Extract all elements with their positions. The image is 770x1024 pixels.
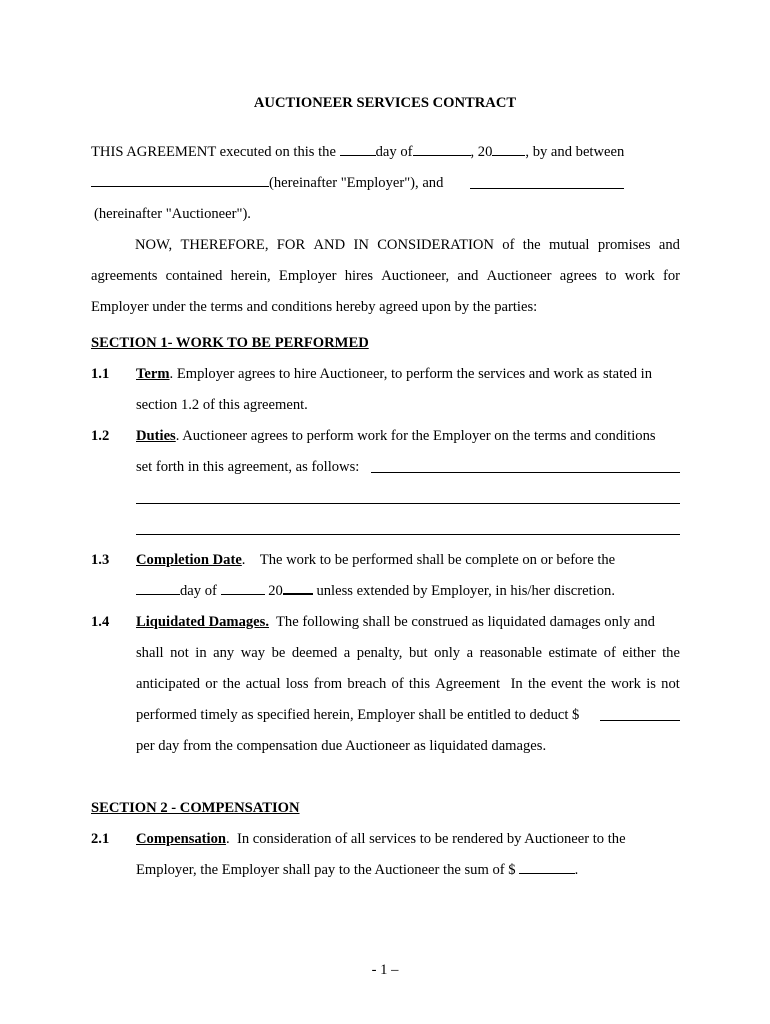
- clause-1-1-number: 1.1: [91, 366, 110, 382]
- duties-blank-2[interactable]: [136, 503, 680, 504]
- recital-line-1: NOW, THEREFORE, FOR AND IN CONSIDERATION of the mutual promises and: [135, 237, 680, 253]
- clause-1-2-line-1: Duties. Auctioneer agrees to perform work for the Employer on the terms and conditions: [136, 428, 656, 444]
- completion-day-blank[interactable]: [136, 582, 180, 595]
- clause-1-3-line-1: Completion Date. The work to be performed shall be complete on or before the: [136, 552, 616, 568]
- clause-1-4-line-3: anticipated or the actual loss from breach of this Agreement In the event the work is not: [136, 676, 680, 692]
- year-blank[interactable]: [492, 143, 525, 156]
- clause-1-1-line-1: Term. Employer agrees to hire Auctioneer, to perform the services and work as stated in: [136, 366, 652, 382]
- employer-name-blank[interactable]: [91, 174, 269, 187]
- clause-1-4-line-2: shall not in any way be deemed a penalty, but only a reasonable estimate of either the: [136, 645, 680, 661]
- clause-1-2-line-2: set forth in this agreement, as follows:: [136, 459, 360, 475]
- section-2-heading: SECTION 2 - COMPENSATION: [91, 800, 300, 816]
- recital-line-2: agreements contained herein, Employer hires Auctioneer, and Auctioneer agrees to work for: [91, 268, 680, 284]
- auctioneer-name-blank[interactable]: [470, 188, 624, 189]
- clause-2-1-number: 2.1: [91, 831, 110, 847]
- duties-blank-3[interactable]: [136, 534, 680, 535]
- clause-1-2-number: 1.2: [91, 428, 110, 444]
- liquidated-damages-amount-blank[interactable]: [600, 720, 680, 721]
- clause-1-3-number: 1.3: [91, 552, 110, 568]
- clause-1-1-line-2: section 1.2 of this agreement.: [136, 397, 308, 413]
- section-1-heading: SECTION 1- WORK TO BE PERFORMED: [91, 335, 369, 351]
- page-number: - 1 –: [371, 962, 399, 978]
- completion-year-blank[interactable]: [283, 582, 313, 595]
- document-title: AUCTIONEER SERVICES CONTRACT: [253, 95, 517, 111]
- recital-line-3: Employer under the terms and conditions hereby agreed upon by the parties:: [91, 299, 538, 315]
- day-blank[interactable]: [340, 143, 376, 156]
- compensation-amount-blank[interactable]: [519, 861, 575, 874]
- intro-line-2: (hereinafter "Employer"), and: [91, 174, 443, 192]
- clause-1-4-line-1: Liquidated Damages. The following shall be construed as liquidated damages only and: [136, 614, 655, 630]
- intro-line-1: THIS AGREEMENT executed on this the day of , 20 , by and between: [91, 144, 625, 160]
- clause-1-4-number: 1.4: [91, 614, 110, 630]
- clause-1-3-line-2: day of 20 unless extended by Employer, in his/her discretion.: [136, 582, 615, 600]
- completion-month-blank[interactable]: [221, 582, 265, 595]
- intro-line-3: (hereinafter "Auctioneer").: [94, 206, 251, 222]
- month-blank[interactable]: [413, 143, 471, 156]
- duties-blank-1[interactable]: [371, 472, 680, 473]
- clause-1-4-line-5: per day from the compensation due Auctioneer as liquidated damages.: [136, 738, 547, 754]
- clause-1-4-line-4: performed timely as specified herein, Employer shall be entitled to deduct $: [136, 707, 580, 723]
- clause-2-1-line-1: Compensation. In consideration of all services to be rendered by Auctioneer to the: [136, 831, 626, 847]
- clause-2-1-line-2: Employer, the Employer shall pay to the Auctioneer the sum of $ .: [136, 862, 579, 878]
